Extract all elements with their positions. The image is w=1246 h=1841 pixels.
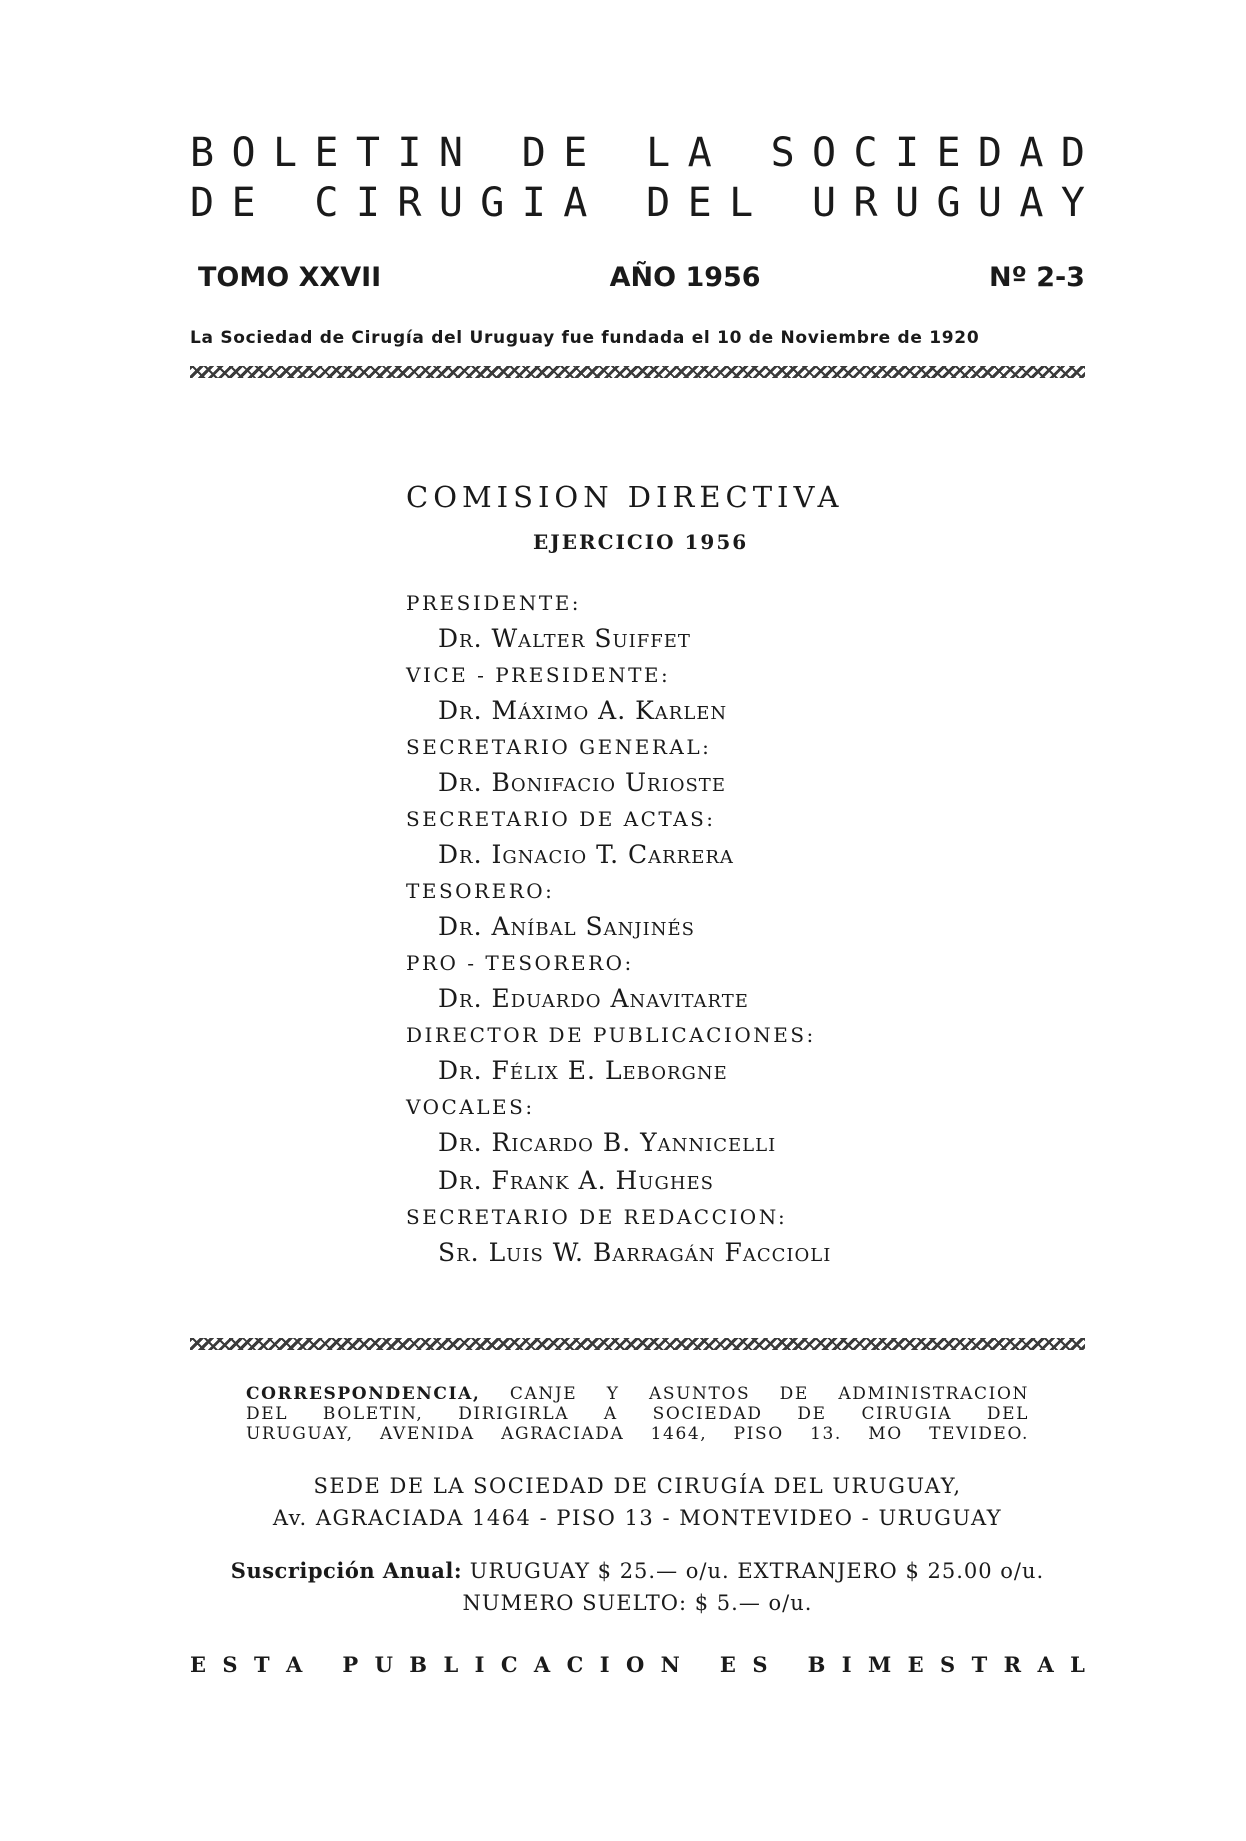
bimonthly-notice-letter: [696, 1652, 703, 1677]
bimonthly-notice-letter: T: [971, 1652, 988, 1677]
title-line-1-letter: B: [190, 130, 215, 176]
title-line-1-letter: A: [687, 130, 712, 176]
bimonthly-notice-letter: E: [907, 1652, 924, 1677]
issue-number: Nº 2-3: [988, 262, 1085, 293]
bimonthly-notice-letter: A: [1037, 1652, 1054, 1677]
title-line-1-letter: O: [812, 130, 837, 176]
bimonthly-notice-letter: U: [374, 1652, 393, 1677]
commission-role: SECRETARIO DE ACTAS:: [406, 807, 716, 831]
title-line-1-letter: L: [272, 130, 298, 176]
title-line-1-letter: D: [1060, 130, 1085, 176]
commission-role: TESORERO:: [406, 879, 555, 903]
bimonthly-notice-letter: S: [222, 1652, 238, 1677]
bimonthly-notice-letter: O: [625, 1652, 645, 1677]
title-line-2-letter: A: [1019, 180, 1044, 226]
title-line-2-letter: [605, 180, 629, 226]
title-line-2-letter: G: [480, 180, 505, 226]
bimonthly-notice-letter: S: [752, 1652, 768, 1677]
bimonthly-notice-letter: R: [1003, 1652, 1022, 1677]
founding-note: La Sociedad de Cirugía del Uruguay fue fundada el 10 de Noviembre de 1920: [190, 328, 980, 348]
bimonthly-notice-letter: A: [533, 1652, 551, 1677]
bimonthly-notice-letter: I: [599, 1652, 610, 1677]
bimonthly-notice-letter: I: [841, 1652, 852, 1677]
title-line-2-letter: Y: [1060, 180, 1085, 226]
commission-role: DIRECTOR DE PUBLICACIONES:: [406, 1023, 816, 1047]
bimonthly-notice-letter: E: [719, 1652, 736, 1677]
subscription-info: [190, 1555, 1085, 1619]
bimonthly-notice-letter: I: [474, 1652, 485, 1677]
title-line-2-letter: D: [646, 180, 671, 226]
commission-role: SECRETARIO DE REDACCION:: [406, 1205, 788, 1229]
title-line-2-letter: C: [314, 180, 339, 226]
single-issue-price: NUMERO SUELTO: $ 5.— o/u.: [462, 1591, 813, 1615]
commission-role: PRESIDENTE:: [406, 591, 582, 615]
correspondence-notice: [246, 1384, 1029, 1444]
title-line-2-letter: [771, 180, 795, 226]
title-line-1-letter: A: [1019, 130, 1044, 176]
commission-member-name: Dr. Bonifacio Urioste: [438, 768, 726, 797]
title-line-2-letter: A: [563, 180, 588, 226]
correspondence-line-2: DEL BOLETIN, DIRIGIRLA A SOCIEDAD DE CIRUGIA DEL: [246, 1404, 1029, 1424]
title-line-1-letter: D: [977, 130, 1002, 176]
title-line-1-letter: T: [355, 130, 380, 176]
commission-member-name: Dr. Frank A. Hughes: [438, 1166, 714, 1195]
ornamental-rule-top: [190, 366, 1085, 378]
title-line-1-letter: L: [646, 130, 671, 176]
commission-member-name: Dr. Ricardo B. Yannicelli: [438, 1128, 777, 1157]
title-line-2-letter: L: [729, 180, 754, 226]
title-line-1-letter: I: [894, 130, 920, 176]
title-line-2-letter: E: [231, 180, 256, 226]
title-line-2-letter: U: [977, 180, 1002, 226]
bimonthly-notice-letter: B: [807, 1652, 826, 1677]
bimonthly-notice-letter: S: [940, 1652, 956, 1677]
commission-role: PRO - TESORERO:: [406, 951, 634, 975]
commission-member-name: Sr. Luis W. Barragán Faccioli: [438, 1238, 832, 1267]
title-line-1-letter: E: [314, 130, 339, 176]
title-line-1-letter: N: [438, 130, 463, 176]
title-line-1-letter: [480, 130, 504, 176]
bimonthly-notice-letter: C: [566, 1652, 584, 1677]
title-line-2-letter: U: [438, 180, 463, 226]
commission-role: VICE - PRESIDENTE:: [406, 663, 671, 687]
commission-member-name: Dr. Aníbal Sanjinés: [438, 912, 695, 941]
volume-label: TOMO XXVII: [198, 262, 382, 293]
sede-line-1: SEDE DE LA SOCIEDAD DE CIRUGÍA DEL URUGUAY,: [313, 1474, 962, 1498]
bimonthly-notice-letter: C: [500, 1652, 518, 1677]
year-label: AÑO 1956: [609, 262, 761, 293]
issue-info: [198, 262, 1085, 293]
commission-member-name: Dr. Walter Suiffet: [438, 624, 691, 653]
title-line-2-letter: I: [521, 180, 546, 226]
title-line-1-letter: S: [770, 130, 795, 176]
commission-subtitle: EJERCICIO 1956: [533, 530, 749, 554]
bimonthly-notice-letter: P: [342, 1652, 359, 1677]
commission-members: [406, 586, 1106, 1272]
title-line-2-letter: G: [936, 180, 961, 226]
bimonthly-notice: [190, 1652, 1085, 1677]
bimonthly-notice-letter: [319, 1652, 326, 1677]
bimonthly-notice-letter: A: [286, 1652, 303, 1677]
subscription-prices: URUGUAY $ 25.— o/u. EXTRANJERO $ 25.00 o/u.: [469, 1559, 1045, 1583]
title-line-1-letter: E: [936, 130, 961, 176]
title-line-2-letter: R: [853, 180, 878, 226]
commission-member-name: Dr. Ignacio T. Carrera: [438, 840, 734, 869]
bimonthly-notice-letter: T: [253, 1652, 270, 1677]
journal-title-line-1: [190, 130, 1085, 176]
commission-member-name: Dr. Félix E. Leborgne: [438, 1056, 728, 1085]
headquarters-address: [246, 1470, 1029, 1534]
ornamental-rule-bottom: [190, 1338, 1085, 1350]
commission-role: SECRETARIO GENERAL:: [406, 735, 712, 759]
bimonthly-notice-letter: [784, 1652, 791, 1677]
correspondence-line-1: [246, 1384, 1029, 1404]
correspondence-lead: CORRESPONDENCIA,: [246, 1384, 481, 1404]
title-line-2-letter: U: [894, 180, 920, 226]
title-line-1-letter: [605, 130, 629, 176]
title-line-2-letter: D: [190, 180, 215, 226]
subscription-lead: Suscripción Anual:: [230, 1558, 463, 1583]
commission-member-name: Dr. Eduardo Anavitarte: [438, 984, 749, 1013]
bimonthly-notice-letter: M: [867, 1652, 892, 1677]
title-line-2-letter: I: [355, 180, 380, 226]
correspondence-line-3: URUGUAY, AVENIDA AGRACIADA 1464, PISO 13. MO TEVIDEO.: [246, 1424, 1029, 1444]
title-line-1-letter: C: [853, 130, 878, 176]
bimonthly-notice-letter: B: [409, 1652, 428, 1677]
bimonthly-notice-letter: L: [1070, 1652, 1085, 1677]
title-line-2-letter: [273, 180, 297, 226]
commission-title: COMISION DIRECTIVA: [406, 480, 844, 514]
bimonthly-notice-letter: N: [660, 1652, 680, 1677]
title-line-1-letter: E: [563, 130, 588, 176]
commission-member-name: Dr. Máximo A. Karlen: [438, 696, 728, 725]
bimonthly-notice-letter: E: [190, 1652, 207, 1677]
title-line-2-letter: E: [687, 180, 712, 226]
title-line-1-letter: [729, 130, 753, 176]
journal-title-line-2: [190, 180, 1085, 226]
title-line-1-letter: O: [231, 130, 256, 176]
subscription-line: [190, 1555, 1085, 1587]
title-line-1-letter: I: [397, 130, 422, 176]
title-line-1-letter: D: [521, 130, 546, 176]
bimonthly-notice-letter: L: [443, 1652, 459, 1677]
title-line-2-letter: U: [812, 180, 837, 226]
correspondence-line-1-rest: CANJE Y ASUNTOS DE ADMINISTRACION: [509, 1384, 1029, 1404]
commission-role: VOCALES:: [406, 1095, 535, 1119]
title-line-2-letter: R: [397, 180, 422, 226]
sede-line-2: Av. AGRACIADA 1464 - PISO 13 - MONTEVIDEO - URUGUAY: [272, 1506, 1003, 1530]
